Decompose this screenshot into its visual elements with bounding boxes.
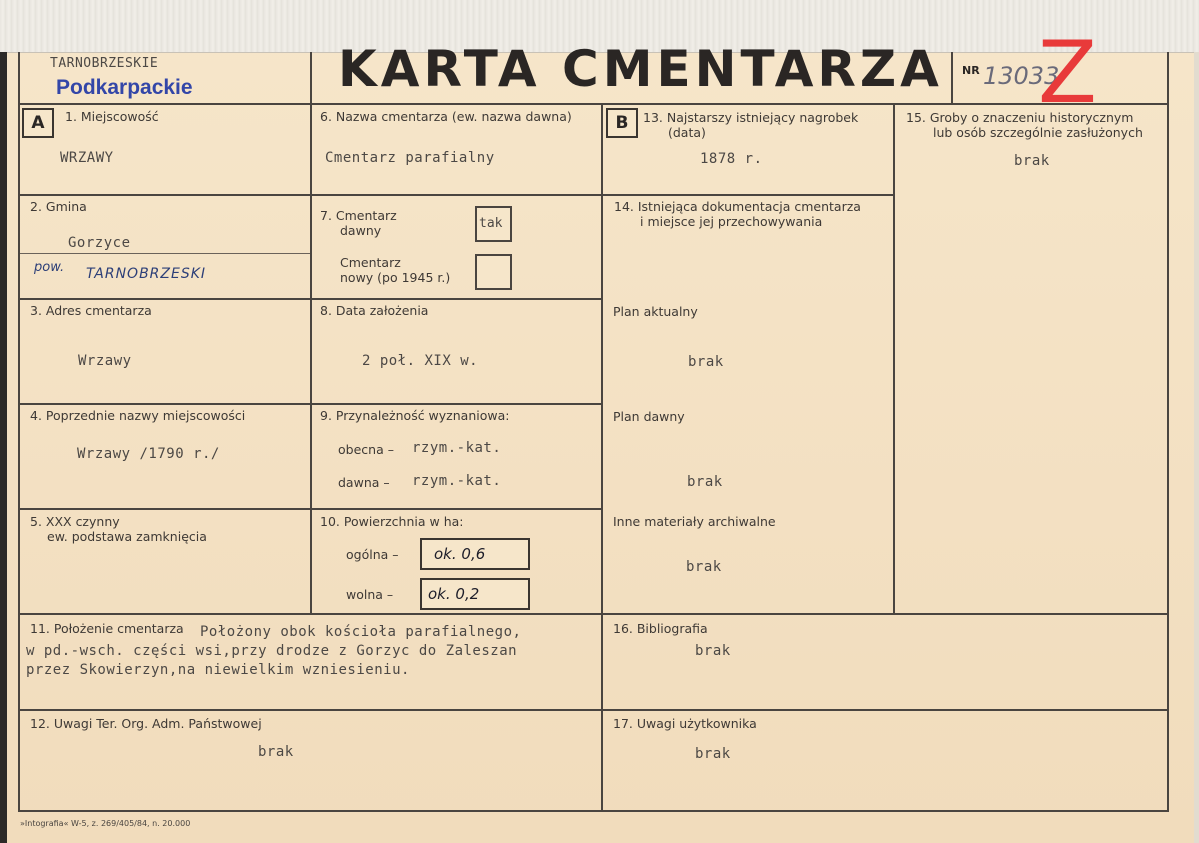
grid-line: [18, 613, 1169, 615]
grid-line: [310, 52, 312, 614]
denomination-current-label: obecna –: [338, 442, 394, 457]
grid-line: [18, 298, 601, 300]
grid-line: [18, 194, 310, 196]
area-free-box: [420, 578, 530, 610]
plan-current-label: Plan aktualny: [613, 304, 698, 319]
grid-line: [310, 194, 601, 196]
area-total-value: ok. 0,6: [434, 545, 486, 563]
field-13-value: 1878 r.: [700, 151, 763, 167]
new-cemetery-checkbox: [475, 254, 512, 290]
plan-former-value: brak: [687, 474, 723, 490]
field-11-line-3: przez Skowierzyn,na niewielkim wzniesieniu.: [26, 662, 410, 678]
field-10-label: 10. Powierzchnia w ha:: [320, 514, 464, 529]
field-8-value: 2 poł. XIX w.: [362, 353, 479, 369]
field-12-label: 12. Uwagi Ter. Org. Adm. Państwowej: [30, 716, 262, 731]
region-typed: TARNOBRZESKIE: [50, 56, 159, 71]
red-z-mark: Z: [1038, 23, 1097, 123]
area-total-label: ogólna –: [346, 547, 399, 562]
new-cemetery-label: Cmentarz: [340, 255, 401, 270]
section-b-box: B: [606, 108, 638, 138]
grid-line: [18, 103, 1169, 105]
field-11-line-2: w pd.-wsch. części wsi,przy drodze z Gorzyc do Zaleszan: [26, 643, 518, 659]
field-3-value: Wrzawy: [78, 353, 132, 369]
field-2-hand-prefix: pow.: [34, 260, 65, 275]
field-5-label: 5. XXX czynny: [30, 514, 120, 529]
field-4-label: 4. Poprzednie nazwy miejscowości: [30, 408, 246, 423]
grid-line: [18, 810, 1169, 812]
field-14-sublabel: i miejsce jej przechowywania: [640, 214, 823, 229]
grid-line: [601, 194, 893, 196]
grid-line: [1167, 52, 1169, 812]
other-materials-label: Inne materiały archiwalne: [613, 514, 776, 529]
field-13-sublabel: (data): [668, 125, 706, 140]
field-15-value: brak: [1014, 153, 1050, 169]
nr-label: NR: [962, 64, 980, 77]
card-right-edge: [1194, 52, 1199, 843]
field-17-label: 17. Uwagi użytkownika: [613, 716, 757, 731]
field-5-sublabel: ew. podstawa zamknięcia: [47, 529, 207, 544]
area-total-box: [420, 538, 530, 570]
page-title: KARTA CMENTARZA: [338, 40, 943, 98]
field-2-value: Gorzyce: [68, 235, 131, 251]
field-15-label: 15. Groby o znaczeniu historycznym: [906, 110, 1134, 125]
section-a-box: A: [22, 108, 54, 138]
denomination-current-value: rzym.-kat.: [412, 440, 502, 456]
grid-line: [18, 403, 601, 405]
field-7-label: 7. Cmentarz: [320, 208, 397, 223]
field-11-line-1: Położony obok kościoła parafialnego,: [200, 624, 522, 640]
grid-line: [951, 52, 953, 104]
field-11-label: 11. Położenie cmentarza: [30, 621, 184, 636]
field-4-value: Wrzawy /1790 r./: [77, 446, 220, 462]
region-stamp: Podkarpackie: [56, 76, 193, 99]
field-2-label: 2. Gmina: [30, 199, 87, 214]
other-materials-value: brak: [686, 559, 722, 575]
grid-line: [18, 52, 20, 812]
plan-current-value: brak: [688, 354, 724, 370]
field-7-sublabel: dawny: [340, 223, 382, 238]
card-left-edge: [0, 52, 7, 843]
nr-value: 13033: [983, 62, 1060, 90]
area-free-label: wolna –: [346, 587, 394, 602]
field-2-hand-value: TARNOBRZESKI: [86, 266, 207, 282]
grid-line: [18, 709, 1169, 711]
field-6-label: 6. Nazwa cmentarza (ew. nazwa dawna): [320, 109, 572, 124]
grid-line: [18, 508, 601, 510]
field-13-label: 13. Najstarszy istniejący nagrobek: [643, 110, 859, 125]
plan-former-label: Plan dawny: [613, 409, 685, 424]
field-15-sublabel: lub osób szczególnie zasłużonych: [933, 125, 1143, 140]
field-6-value: Cmentarz parafialny: [325, 150, 495, 166]
denomination-former-value: rzym.-kat.: [412, 473, 502, 489]
grid-line: [20, 253, 310, 254]
new-cemetery-sublabel: nowy (po 1945 r.): [340, 270, 451, 285]
area-free-value: ok. 0,2: [428, 585, 480, 603]
field-17-value: brak: [695, 746, 731, 762]
grid-line: [601, 104, 603, 812]
field-1-label: 1. Miejscowość: [65, 109, 159, 124]
field-12-value: brak: [258, 744, 294, 760]
field-16-label: 16. Bibliografia: [613, 621, 708, 636]
field-1-value: WRZAWY: [60, 150, 114, 166]
field-9-label: 9. Przynależność wyznaniowa:: [320, 408, 510, 423]
field-14-label: 14. Istniejąca dokumentacja cmentarza: [614, 199, 861, 214]
old-cemetery-checkbox: [475, 206, 512, 242]
field-16-value: brak: [695, 643, 731, 659]
old-cemetery-value: tak: [479, 216, 503, 231]
print-footer: »Intografia« W-5, z. 269/405/84, n. 20.000: [20, 819, 191, 828]
denomination-former-label: dawna –: [338, 475, 390, 490]
grid-line: [893, 104, 895, 614]
field-8-label: 8. Data założenia: [320, 303, 429, 318]
field-3-label: 3. Adres cmentarza: [30, 303, 152, 318]
